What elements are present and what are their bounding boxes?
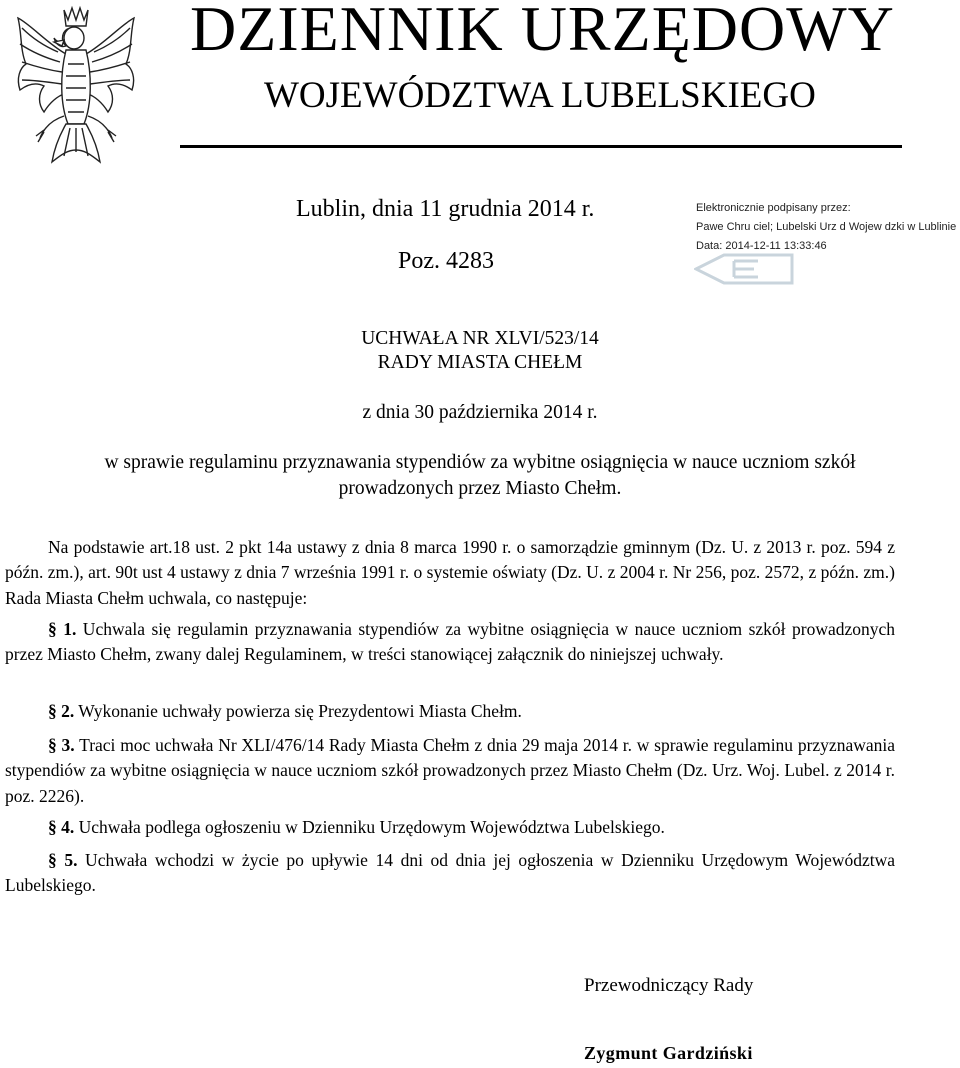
section-3 <box>5 733 895 809</box>
legal-basis-paragraph <box>5 535 895 611</box>
section-number: § 3. <box>48 735 75 755</box>
header-divider <box>180 145 902 148</box>
section-text: Uchwała wchodzi w życie po upływie 14 dni od dnia jej ogłoszenia w Dzienniku Urzędowym Województwa Lubelskiego. <box>5 850 895 896</box>
signature-date: Data: 2014-12-11 13:33:46 <box>696 240 827 252</box>
e-signature-logo-icon <box>694 253 794 285</box>
section-4 <box>5 815 895 840</box>
section-text: Uchwała podlega ogłoszeniu w Dzienniku Urzędowym Województwa Lubelskiego. <box>74 817 665 837</box>
signature-label: Elektronicznie podpisany przez: <box>696 202 851 214</box>
section-number: § 1. <box>48 619 77 639</box>
journal-title: DZIENNIK URZĘDOWY <box>190 0 895 64</box>
electronic-signature-block <box>696 202 958 259</box>
signatory-role: Przewodniczący Rady <box>584 975 754 996</box>
subject-line-2: prowadzonych przez Miasto Chełm. <box>338 478 622 499</box>
resolution-subject <box>0 450 960 502</box>
section-5 <box>5 848 895 899</box>
section-text: Traci moc uchwała Nr XLI/476/14 Rady Miasta Chełm z dnia 29 maja 2014 r. w sprawie regulaminu przyznawania stypendiów za wybitne osiągnięcia w nauce uczniom szkół prowadzonych przez Miasto Chełm (Dz. Urz. Woj. Lubel. z 2014 r. poz. 2226). <box>5 735 895 806</box>
section-text: Uchwala się regulamin przyznawania stypendiów za wybitne osiągnięcia w nauce uczniom szkół prowadzonych przez Miasto Chełm, zwany dalej Regulaminem, w treści stanowiącej załącznik do niniejszej uchwały. <box>5 619 896 665</box>
section-text: Wykonanie uchwały powierza się Prezydentowi Miasta Chełm. <box>74 701 522 721</box>
publication-place-date: Lublin, dnia 11 grudnia 2014 r. <box>296 196 595 222</box>
resolution-number: UCHWAŁA NR XLVI/523/14 <box>361 328 599 349</box>
signatory-name: Zygmunt Gardziński <box>584 1043 753 1063</box>
subject-line-1: w sprawie regulaminu przyznawania stypendiów za wybitne osiągnięcia w nauce uczniom szkół <box>104 452 856 473</box>
resolution-issuer: RADY MIASTA CHEŁM <box>377 352 583 373</box>
section-number: § 4. <box>48 817 75 837</box>
resolution-date: z dnia 30 października 2014 r. <box>362 402 598 423</box>
polish-eagle-icon <box>8 4 144 174</box>
journal-subtitle: WOJEWÓDZTWA LUBELSKIEGO <box>264 75 816 116</box>
signature-signer: Pawe Chru ciel; Lubelski Urz d Wojew dzki w Lublinie <box>696 221 957 233</box>
section-number: § 2. <box>48 701 75 721</box>
position-number: Poz. 4283 <box>398 248 494 274</box>
legal-basis-text: Na podstawie art.18 ust. 2 pkt 14a ustawy z dnia 8 marca 1990 r. o samorządzie gminnym (Dz. U. z 2013 r. poz. 594 z późn. zm.), art. 90t ust 4 ustawy z dnia 7 września 1991 r. o systemie oświaty (Dz. U. z 2004 r. Nr 256, poz. 2572, z późn. zm.) Rada Miasta Chełm uchwala, co następuje: <box>5 537 895 608</box>
section-2 <box>5 699 895 724</box>
section-1 <box>5 617 895 668</box>
section-number: § 5. <box>48 850 78 870</box>
